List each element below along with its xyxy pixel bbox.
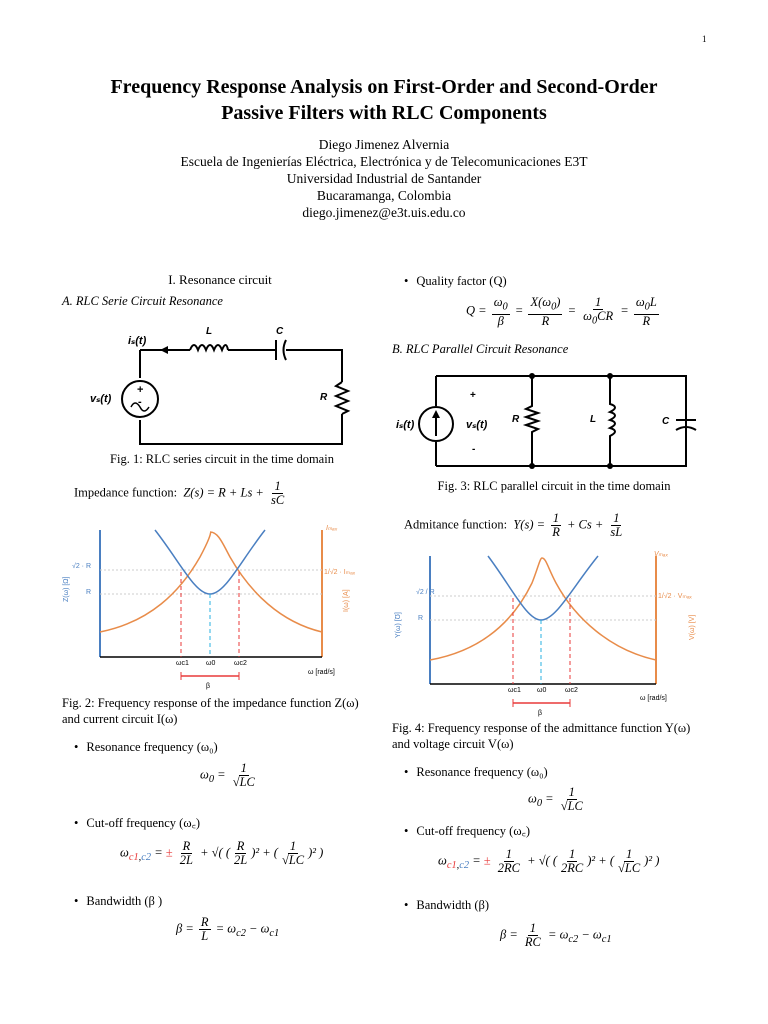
svg-text:ωc2: ωc2 [565, 687, 578, 694]
cutoff-eq-left: $\omega_{c1,c2}$ = ± $\frac{R}{2L}$ + √( ( $\frac{R}{2L}$ )² + ( $\frac{1}{√LC}$ )² ) [120, 839, 324, 867]
affiliation: Escuela de Ingenierías Eléctrica, Electrónica y de Telecomunicaciones E3T [180, 154, 588, 169]
author-name: Diego Jimenez Alvernia [318, 137, 450, 152]
subsection-a: A. RLC Serie Circuit Resonance [62, 294, 223, 308]
svg-text:β: β [206, 683, 211, 690]
current-label: iₛ(t) [128, 335, 147, 347]
bullet-quality: • Quality factor (Q) [404, 274, 507, 289]
title-line-2: Passive Filters with RLC Components [221, 102, 547, 124]
svg-text:L: L [206, 326, 213, 337]
svg-text:√2 / R: √2 / R [416, 589, 435, 596]
fig3-caption: Fig. 3: RLC parallel circuit in the time domain [437, 479, 671, 493]
university: Universidad Industrial de Santander [286, 171, 482, 186]
svg-text:Vₘₐₓ: Vₘₐₓ [654, 551, 669, 558]
svg-text:+: + [470, 390, 476, 401]
parallel-circuit-figure [394, 364, 704, 472]
svg-text:R: R [512, 414, 520, 425]
svg-text:ω [rad/s]: ω [rad/s] [640, 695, 667, 702]
resonance-eq-left: $\omega_0$ = $\frac{1}{√LC}$ [200, 761, 255, 789]
bullet-cutoff-left: • Cut-off frequency (ω꜀) [74, 814, 200, 831]
bandwidth-eq-left: β = $\frac{R}{L}$ = $\omega_{c2} - \omega_{c1}$ [176, 915, 280, 943]
admittance-equation: Admitance function: Y(s) = $\frac{1}{R}$ + Cs + $\frac{1}{sL}$ [404, 511, 623, 539]
bullet-cutoff-right: • Cut-off frequency (ω꜀) [404, 822, 530, 839]
svg-text:R: R [86, 589, 92, 596]
page-number: 1 [702, 34, 707, 44]
resonance-eq-right: $\omega_0$ = $\frac{1}{√LC}$ [528, 785, 583, 813]
svg-text:V(ω) [V]: V(ω) [V] [689, 614, 696, 640]
svg-text:ω0: ω0 [206, 660, 216, 667]
svg-text:1/√2 · Vₘₐₓ: 1/√2 · Vₘₐₓ [658, 593, 692, 600]
impedance-response-chart [60, 522, 360, 692]
email: diego.jimenez@e3t.uis.edu.co [302, 205, 466, 220]
svg-text:iₛ(t): iₛ(t) [396, 419, 415, 431]
admittance-response-chart [390, 548, 700, 718]
section-heading: I. Resonance circuit [168, 272, 272, 287]
svg-text:C: C [662, 416, 670, 427]
bullet-bandwidth-right: • Bandwidth (β) [404, 898, 489, 913]
svg-text:+: + [137, 384, 144, 396]
svg-text:1/√2 · Iₘₐₓ: 1/√2 · Iₘₐₓ [324, 569, 356, 576]
impedance-equation: Impedance function: Z(s) = R + Ls + $\frac{1}{sC}$ [74, 479, 285, 507]
svg-text:ωc2: ωc2 [234, 660, 247, 667]
subsection-b: B. RLC Parallel Circuit Resonance [392, 342, 569, 356]
bandwidth-eq-right: β = $\frac{1}{RC}$ = $\omega_{c2} - \omega_{c1}$ [500, 921, 612, 949]
svg-text:β: β [538, 710, 543, 717]
svg-text:-: - [138, 396, 142, 408]
fig2-caption: Fig. 2: Frequency response of the impedance function Z(ω) and current circuit I(ω) [62, 696, 359, 726]
author-block [60, 136, 708, 221]
svg-text:Iₘₐₓ: Iₘₐₓ [326, 525, 338, 532]
svg-text:Y(ω) [Ʊ]: Y(ω) [Ʊ] [395, 612, 402, 638]
quality-eq: Q = $\frac{\omega_0}{\beta}$ = $\frac{X(\omega_0)}{R}$ = $\frac{1}{\omega_0CR}$ = $\frac{\omega_0L}{R}$ [466, 295, 657, 328]
svg-text:Z(ω) [Ω]: Z(ω) [Ω] [63, 576, 70, 602]
voltage-label: vₛ(t) [90, 393, 112, 405]
title-line-1: Frequency Response Analysis on First-Order and Second-Order [110, 76, 658, 98]
svg-text:C: C [276, 326, 284, 337]
fig4-caption: Fig. 4: Frequency response of the admittance function Y(ω) and voltage circuit V(ω) [392, 721, 691, 751]
svg-text:ωc1: ωc1 [508, 687, 521, 694]
svg-text:R: R [418, 615, 424, 622]
series-circuit-figure [90, 318, 360, 448]
svg-text:L: L [590, 414, 597, 425]
svg-text:R: R [320, 392, 328, 403]
bullet-resonance-right: • Resonance frequency (ω₀) [404, 765, 548, 780]
svg-text:ω0: ω0 [537, 687, 547, 694]
cutoff-eq-right: $\omega_{c1,c2}$ = ± $\frac{1}{2RC}$ + √( ( $\frac{1}{2RC}$ )² + ( $\frac{1}{√LC}$ )² ) [438, 847, 660, 875]
fig1-caption: Fig. 1: RLC series circuit in the time domain [110, 452, 334, 466]
svg-text:vₛ(t): vₛ(t) [466, 419, 488, 431]
location: Bucaramanga, Colombia [316, 188, 452, 203]
svg-text:ω [rad/s]: ω [rad/s] [308, 669, 335, 676]
svg-text:-: - [472, 444, 476, 455]
svg-text:I(ω) [A]: I(ω) [A] [343, 589, 350, 612]
paper-title [60, 74, 708, 126]
svg-text:√2 · R: √2 · R [72, 563, 92, 570]
bullet-resonance-left: • Resonance frequency (ω₀) [74, 740, 218, 755]
svg-text:ωc1: ωc1 [176, 660, 189, 667]
bullet-bandwidth-left: • Bandwidth (β ) [74, 894, 162, 909]
